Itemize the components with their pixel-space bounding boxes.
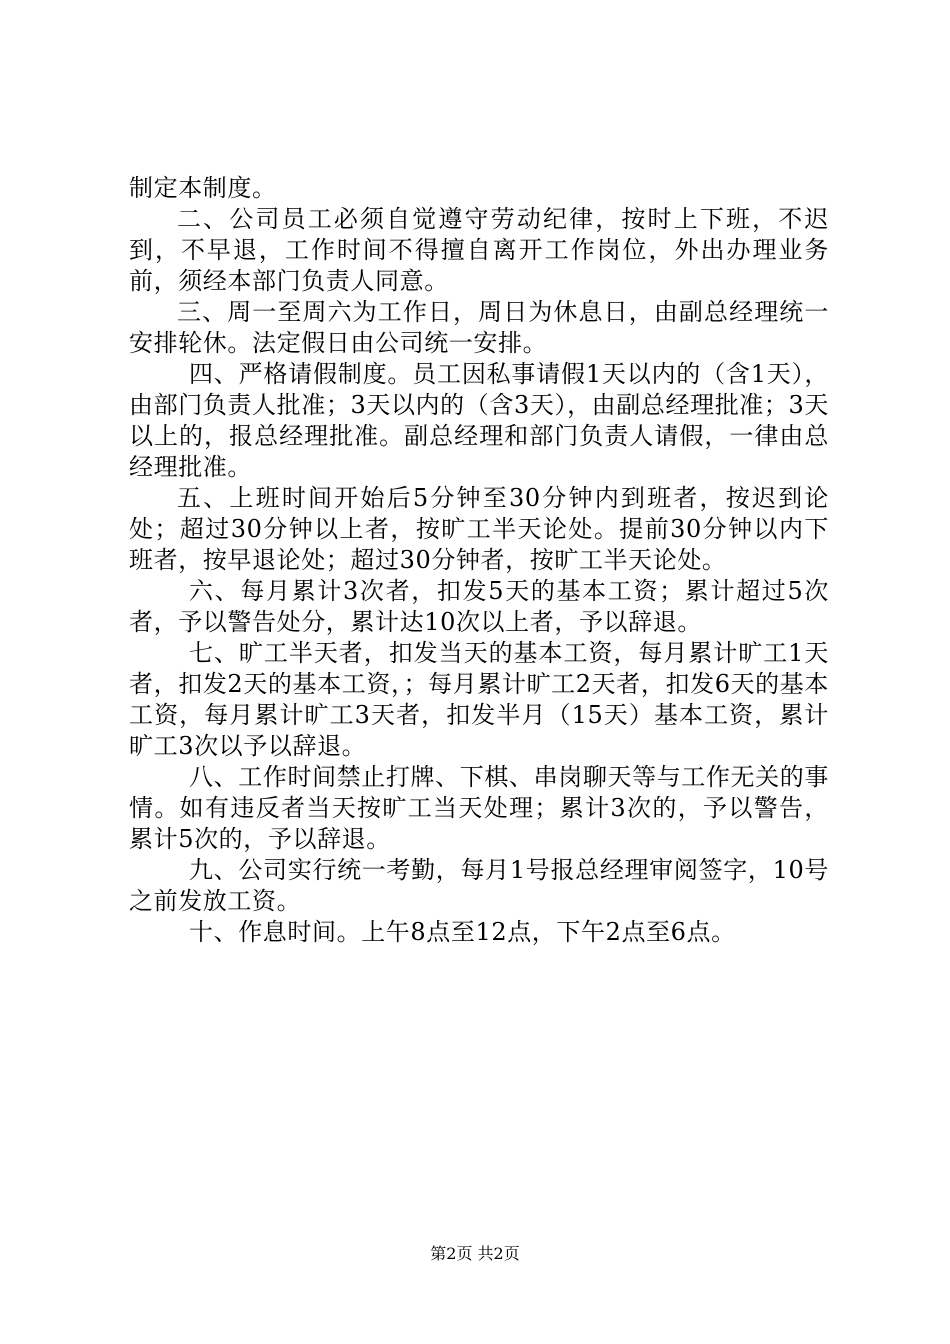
paragraph-9: 九、公司实行统一考勤，每月1号报总经理审阅签字，10号之前发放工资。	[129, 856, 829, 915]
paragraph-2: 二、公司员工必须自觉遵守劳动纪律，按时上下班，不迟到，不早退，工作时间不得擅自离开工作岗位，外出办理业务前，须经本部门负责人同意。	[129, 205, 829, 295]
paragraph-6: 六、每月累计3次者，扣发5天的基本工资；累计超过5次者，予以警告处分，累计达10次以上者，予以辞退。	[129, 577, 829, 636]
paragraph-7: 七、旷工半天者，扣发当天的基本工资，每月累计旷工1天者，扣发2天的基本工资，；每月累计旷工2天者，扣发6天的基本工资，每月累计旷工3天者，扣发半月（15天）基本工资，累计旷工3次以予以辞退。	[129, 639, 829, 760]
paragraph-1: 制定本制度。	[129, 174, 277, 202]
paragraph-10: 十、作息时间。上午8点至12点，下午2点至6点。	[189, 918, 736, 946]
document-body	[129, 173, 829, 948]
paragraph-4: 四、严格请假制度。员工因私事请假1天以内的（含1天），由部门负责人批准；3天以内的（含3天），由副总经理批准；3天以上的，报总经理批准。副总经理和部门负责人请假，一律由总经理批准。	[129, 360, 829, 481]
paragraph-5: 五、上班时间开始后5分钟至30分钟内到班者，按迟到论处；超过30分钟以上者，按旷工半天论处。提前30分钟以内下班者，按早退论处；超过30分钟者，按旷工半天论处。	[129, 484, 829, 574]
paragraph-8: 八、工作时间禁止打牌、下棋、串岗聊天等与工作无关的事情。如有违反者当天按旷工当天处理；累计3次的，予以警告，累计5次的，予以辞退。	[129, 763, 829, 853]
paragraph-3: 三、周一至周六为工作日，周日为休息日，由副总经理统一安排轮休。法定假日由公司统一安排。	[129, 298, 829, 357]
page-number-footer: 第2页 共2页	[430, 1244, 520, 1263]
